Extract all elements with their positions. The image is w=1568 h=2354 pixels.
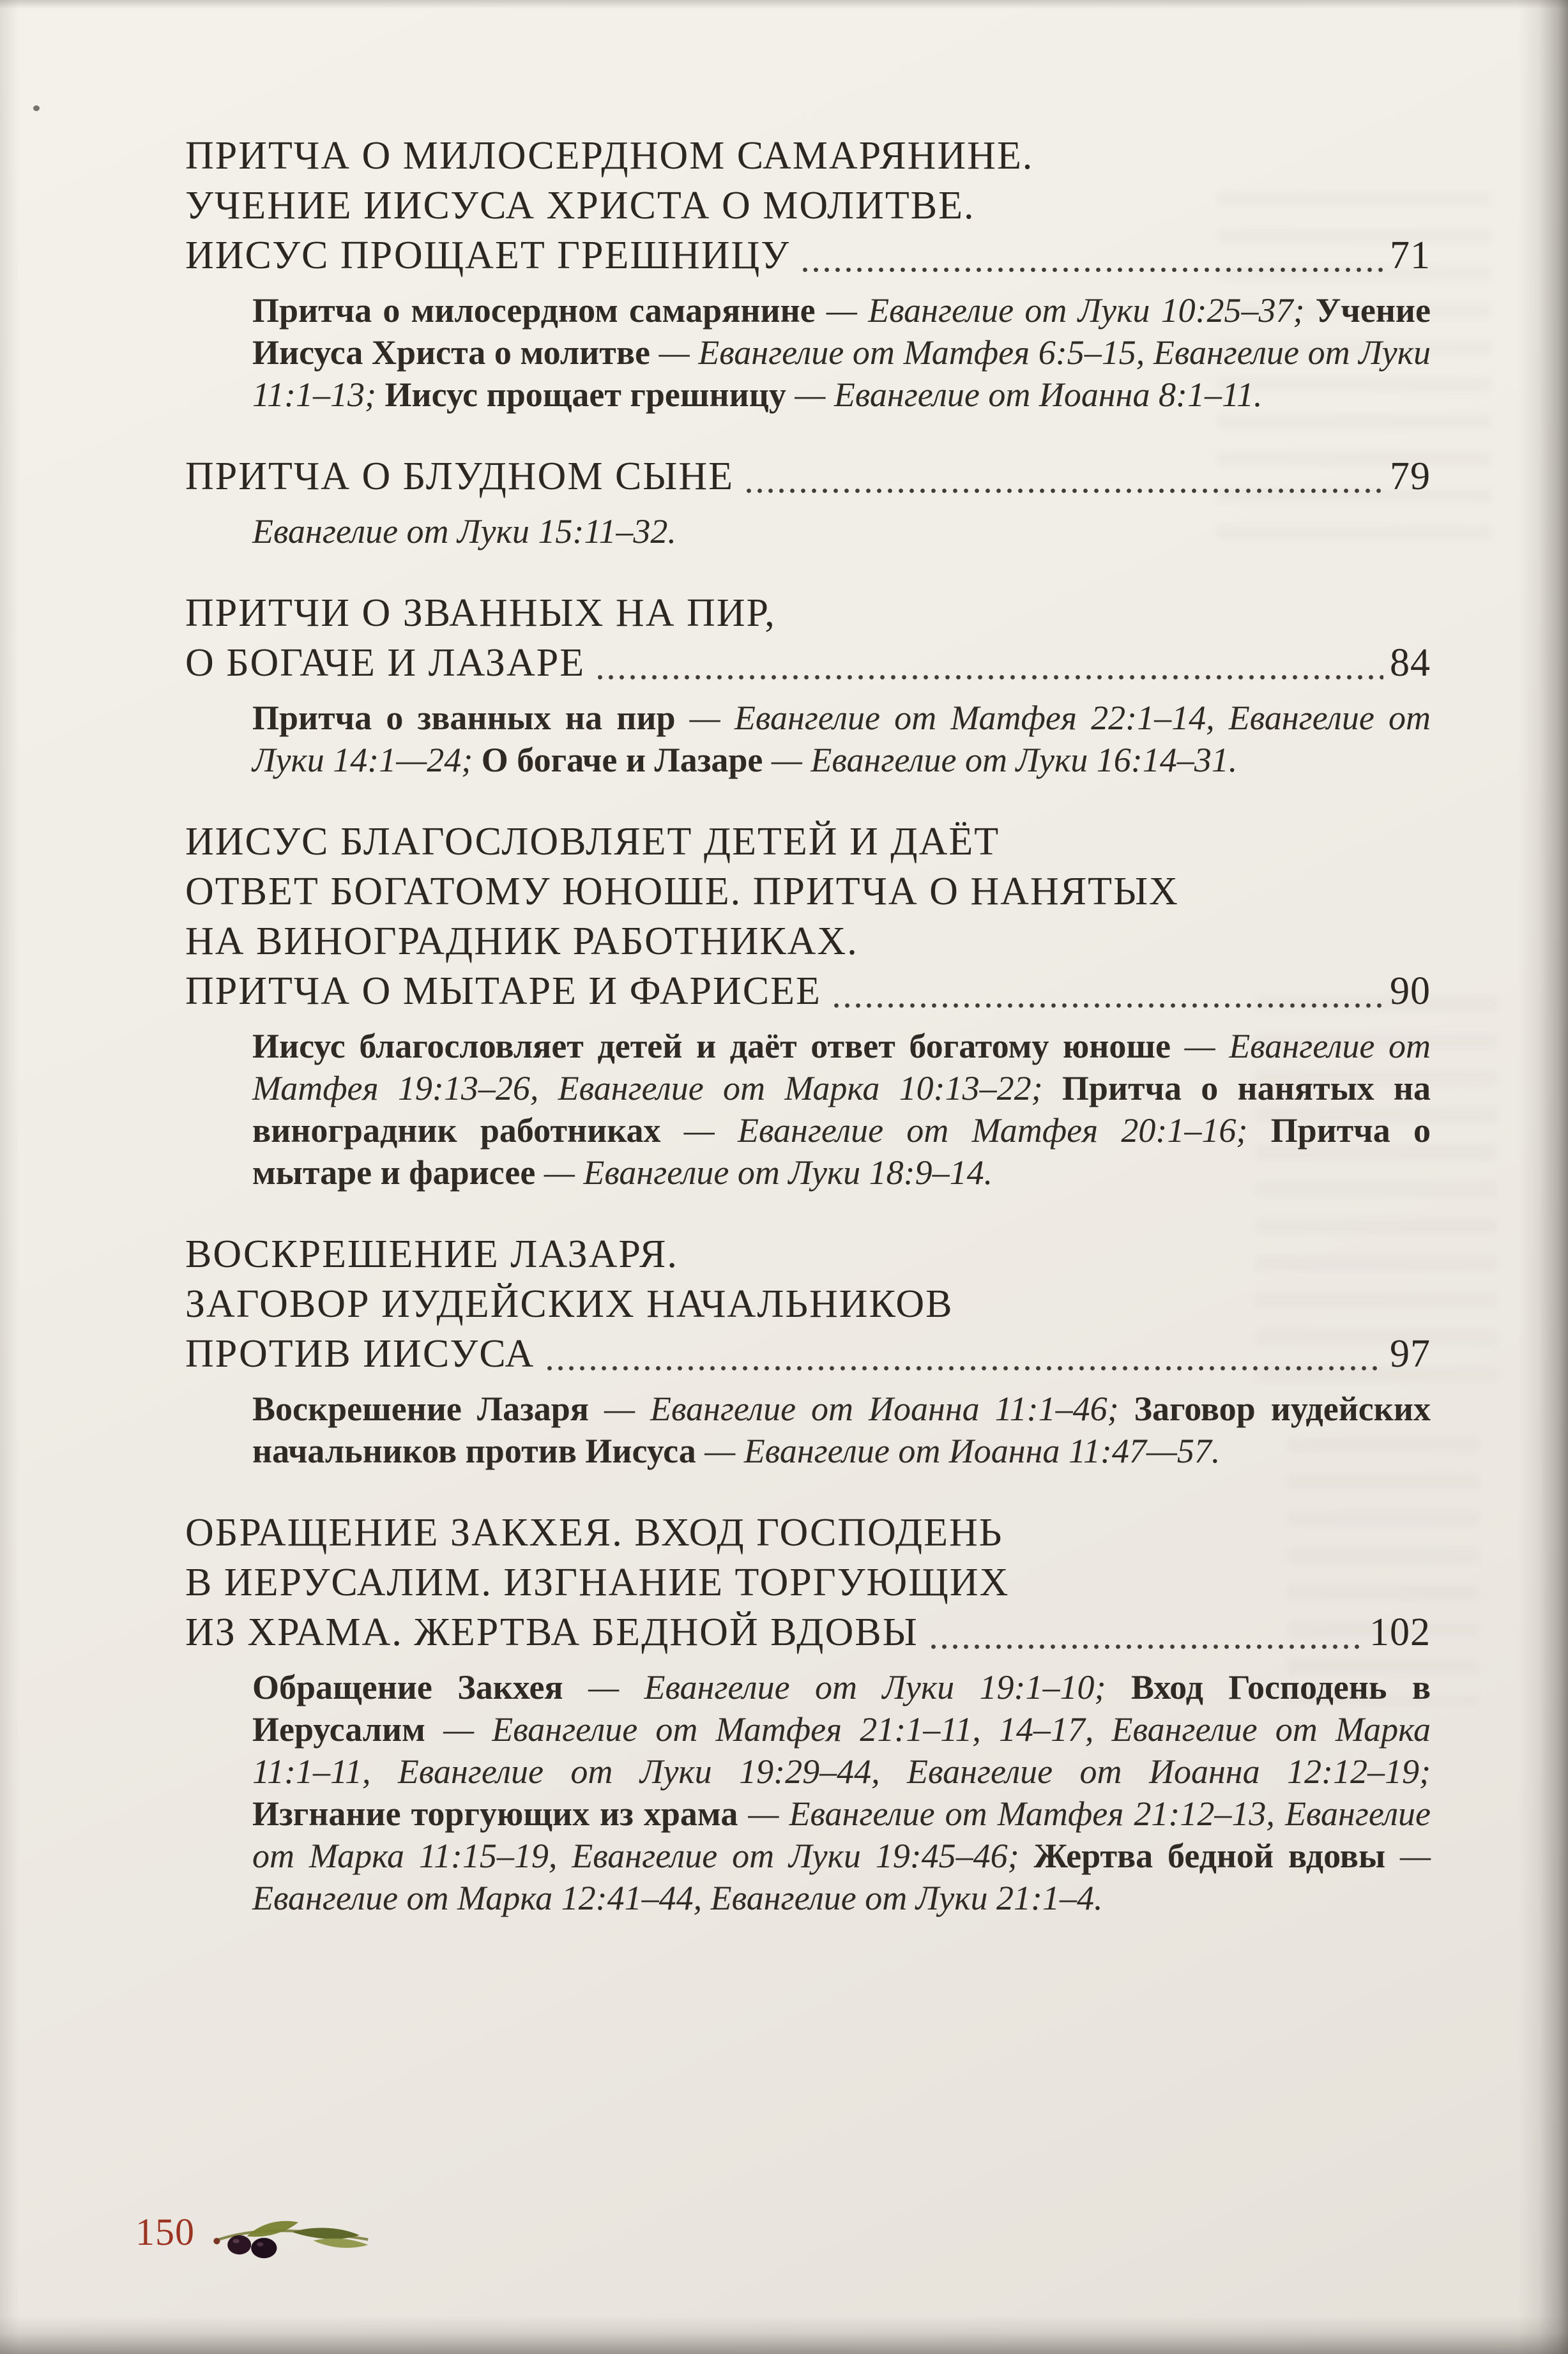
olive-fruit-highlight (257, 2242, 263, 2247)
entry-title-text: ЗАГОВОР ИУДЕЙСКИХ НАЧАЛЬНИКОВ (185, 1282, 954, 1326)
entry-page-number: 84 (1390, 641, 1431, 685)
entry-title-line (185, 588, 1431, 638)
entry-title-line (185, 452, 1431, 501)
description-gospel-reference: Евангелие от Луки 15:11–32. (252, 512, 676, 551)
entry-heading (185, 452, 1431, 501)
page-number: 150 (135, 2211, 195, 2253)
entry-title-text: В ИЕРУСАЛИМ. ИЗГНАНИЕ ТОРГУЮЩИХ (185, 1561, 1010, 1604)
dotted-leader (747, 489, 1383, 493)
toc-entry (185, 817, 1431, 1194)
dotted-leader (834, 1003, 1383, 1008)
entry-description (252, 289, 1431, 416)
entry-page-number: 79 (1390, 455, 1431, 498)
toc-list (185, 131, 1431, 1919)
toc-entry (185, 1508, 1431, 1919)
description-story-title: Притча о нанятых на виноградник работниках (252, 1069, 1431, 1150)
entry-title-line (185, 817, 1431, 867)
description-story-title: Изгнание торгующих из храма (252, 1795, 738, 1833)
page-edge-right-shadow (1518, 0, 1568, 2354)
scan-speck (33, 105, 40, 111)
description-story-title: Притча о званных на пир (252, 699, 676, 737)
entry-title-line (185, 181, 1431, 231)
description-gospel-reference: — Евангелие от Иоанна 8:1–11. (786, 376, 1263, 414)
entry-title-text: ПРИТЧА О БЛУДНОМ СЫНЕ (185, 455, 735, 498)
entry-title-line (185, 1329, 1431, 1379)
entry-title-text: ПРОТИВ ИИСУСА (185, 1332, 535, 1376)
toc-entry (185, 588, 1431, 781)
entry-title-text: ИИСУС ПРОЩАЕТ ГРЕШНИЦУ (185, 234, 791, 277)
entry-description (252, 1388, 1431, 1472)
description-gospel-reference: — Евангелие от Матфея 22:1–14, Евангелие от Луки 14:1—24; (252, 699, 1431, 779)
olive-fruit-highlight (233, 2239, 240, 2244)
description-gospel-reference: — Евангелие от Луки 10:25–37; (815, 291, 1316, 330)
entry-title-line (185, 1607, 1431, 1657)
description-story-title: Учение Иисуса Христа о молитве (252, 291, 1431, 372)
olive-fruit (251, 2238, 277, 2258)
olive-leaf (247, 2221, 298, 2237)
entry-title-line (185, 1558, 1431, 1607)
entry-title-text: О БОГАЧЕ И ЛАЗАРЕ (185, 641, 586, 685)
description-gospel-reference: — Евангелие от Иоанна 11:47—57. (696, 1432, 1221, 1470)
entry-title-text: НА ВИНОГРАДНИК РАБОТНИКАХ. (185, 920, 858, 963)
description-story-title: Вход Господень в Иерусалим (252, 1668, 1431, 1749)
description-gospel-reference: — Евангелие от Иоанна 11:1–46; (589, 1390, 1134, 1428)
entry-title-text: ПРИТЧА О МИЛОСЕРДНОМ САМАРЯНИНЕ. (185, 134, 1034, 178)
entry-heading (185, 817, 1431, 1016)
entry-title-text: УЧЕНИЕ ИИСУСА ХРИСТА О МОЛИТВЕ. (185, 184, 975, 227)
entry-title-line (185, 1279, 1431, 1329)
entry-page-number: 71 (1390, 234, 1431, 277)
entry-page-number: 102 (1369, 1611, 1431, 1654)
description-story-title: О богаче и Лазаре (481, 741, 763, 779)
entry-title-text: ОБРАЩЕНИЕ ЗАКХЕЯ. ВХОД ГОСПОДЕНЬ (185, 1511, 1003, 1554)
entry-title-line (185, 1508, 1431, 1558)
toc-entry (185, 131, 1431, 416)
entry-title-line (185, 1229, 1431, 1279)
entry-title-text: ИЗ ХРАМА. ЖЕРТВА БЕДНОЙ ВДОВЫ (185, 1611, 918, 1654)
entry-title-line (185, 966, 1431, 1016)
dotted-leader (598, 675, 1383, 680)
entry-title-line (185, 916, 1431, 966)
toc-content (185, 131, 1431, 1919)
entry-description (252, 697, 1431, 781)
entry-heading (185, 131, 1431, 280)
description-gospel-reference: — Евангелие от Луки 16:14–31. (763, 741, 1238, 779)
entry-title-line (185, 231, 1431, 280)
entry-page-number: 90 (1390, 969, 1431, 1013)
page-edge-top-shadow (0, 0, 1568, 9)
entry-title-line (185, 867, 1431, 916)
description-story-title: Жертва бедной вдовы (1033, 1837, 1386, 1875)
toc-entry (185, 1229, 1431, 1472)
description-story-title: Притча о милосердном самарянине (252, 291, 816, 330)
olive-bud (213, 2238, 220, 2244)
description-story-title: Обращение Закхея (252, 1668, 563, 1706)
entry-heading (185, 1229, 1431, 1379)
entry-title-text: ВОСКРЕШЕНИЕ ЛАЗАРЯ. (185, 1233, 678, 1276)
page-edge-left-shadow (0, 0, 19, 2354)
dotted-leader (803, 268, 1383, 272)
description-gospel-reference: — Евангелие от Матфея 20:1–16; (660, 1111, 1271, 1150)
description-story-title: Притча о мытаре и фарисее (252, 1111, 1431, 1192)
description-story-title: Воскрешение Лазаря (252, 1390, 590, 1428)
olive-fruit (227, 2235, 251, 2254)
entry-heading (185, 588, 1431, 688)
entry-title-line (185, 638, 1431, 688)
entry-description (252, 1025, 1431, 1194)
page-edge-bottom-shadow (0, 2316, 1568, 2354)
entry-title-text: ПРИТЧИ О ЗВАННЫХ НА ПИР, (185, 591, 776, 635)
entry-title-text: ИИСУС БЛАГОСЛОВЛЯЕТ ДЕТЕЙ И ДАЁТ (185, 820, 1000, 863)
description-story-title: Заговор иудейских начальников против Иисуса (252, 1390, 1431, 1470)
description-story-title: Иисус прощает грешницу (384, 376, 786, 414)
entry-title-text: ОТВЕТ БОГАТОМУ ЮНОШЕ. ПРИТЧА О НАНЯТЫХ (185, 870, 1179, 913)
entry-page-number: 97 (1390, 1332, 1431, 1376)
description-gospel-reference: — Евангелие от Луки 18:9–14. (535, 1153, 993, 1192)
entry-title-text: ПРИТЧА О МЫТАРЕ И ФАРИСЕЕ (185, 969, 821, 1013)
olive-leaf (292, 2228, 360, 2238)
dotted-leader (931, 1644, 1363, 1649)
description-gospel-reference: — Евангелие от Матфея 21:12–13, Евангелие от Марка 11:15–19, Евангелие от Луки 19:45–46; (252, 1795, 1431, 1875)
olive-branch-illustration (211, 2211, 372, 2266)
olive-leaf (314, 2238, 369, 2248)
description-gospel-reference: — Евангелие от Луки 19:1–10; (563, 1668, 1131, 1706)
description-story-title: Иисус благословляет детей и даёт ответ богатому юноше (252, 1027, 1171, 1065)
entry-title-line (185, 131, 1431, 181)
description-gospel-reference: — Евангелие от Матфея 21:1–11, 14–17, Евангелие от Марка 11:1–11, Евангелие от Луки 19:29–44, Евангелие от Иоанна 12:12–19; (252, 1710, 1431, 1791)
toc-entry (185, 452, 1431, 552)
dotted-leader (547, 1366, 1383, 1371)
description-gospel-reference: — Евангелие от Матфея 6:5–15, Евангелие от Луки 11:1–13; (252, 333, 1431, 414)
entry-description (252, 1666, 1431, 1919)
description-gospel-reference: — Евангелие от Марка 12:41–44, Евангелие от Луки 21:1–4. (252, 1837, 1431, 1917)
page-footer (135, 2205, 372, 2259)
entry-heading (185, 1508, 1431, 1657)
description-gospel-reference: — Евангелие от Матфея 19:13–26, Евангелие от Марка 10:13–22; (252, 1027, 1431, 1107)
entry-description (252, 510, 1431, 552)
